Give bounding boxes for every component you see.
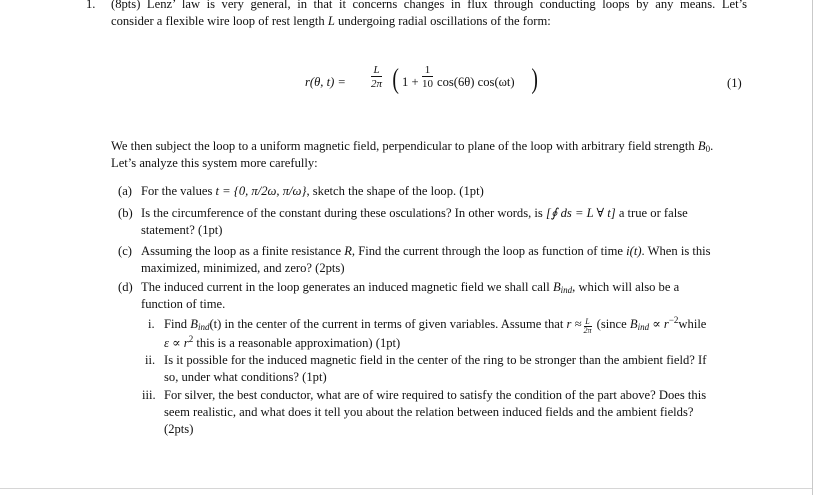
page-bottom-edge <box>0 488 812 489</box>
intro-line-1: We then subject the loop to a uniform magnetic field, perpendicular to plane of the loop with arbitrary field strength $B_0$. <box>111 139 714 154</box>
part-d-ii-text: Is it possible for the induced magnetic field in the center of the ring to be stronger than the ambient field? If so, under what conditions? (1pt) <box>164 353 707 384</box>
intro-line-2: Let’s analyze this system more carefully: <box>111 156 318 170</box>
part-c-text: Assuming the loop as a finite resistance R, Find the current through the loop as function of time i(t). When is this maximized, minimized, and zero? (2pts) <box>141 244 711 275</box>
part-d-iii-label: iii. <box>142 388 156 402</box>
equation-number: (1) <box>727 76 742 90</box>
part-a-math: t = {0, π/2ω, π/ω} <box>215 184 307 198</box>
part-d-label: (d) <box>118 280 133 294</box>
equation-1 <box>305 62 545 102</box>
right-paren: ) <box>531 64 538 95</box>
part-d-ii-label: ii. <box>145 353 156 367</box>
problem-number: 1. <box>86 0 96 11</box>
part-d-text: The induced current in the loop generates an induced magnetic field we shall call $B_{ind}$, which will also be a function of time. <box>141 280 680 311</box>
equation-cosines: cos(6θ) cos(ωt) <box>437 75 515 89</box>
part-b-math: [∮ ds = L ∀ t] <box>545 206 616 220</box>
intro-paragraph <box>111 138 744 172</box>
part-b-label: (b) <box>118 206 133 220</box>
problem-line-1: (8pts) Lenz’ law is very general, in that it concerns changes in flux through conducting loops by any means. Let’s <box>111 0 747 11</box>
left-paren: ( <box>392 64 399 95</box>
part-a-text: For the values t = {0, π/2ω, π/ω}, sketch the shape of the loop. (1pt) <box>141 184 484 198</box>
equation-lhs: r(θ, t) = <box>305 75 346 89</box>
part-b-text: Is the circumference of the constant during these osculations? In other words, is [∮ ds = L ∀ t] a true or false statement? (1pt) <box>141 206 688 237</box>
equation-fraction-l-2pi: $\frac{L}{2\pi}$ <box>371 64 383 90</box>
part-d-i-text: Find $B_{ind}(t)$ in the center of the current in terms of given variables. Assume that r ≈ $\frac{L}{2\pi}$ (since $B_{ind}$ ∝ $r^{-2}while$ $\varepsilon \propto r^2$ this is a reasonable approximation) (1pt) <box>164 315 707 350</box>
equation-fraction-1-10: $\frac{1}{10}$ <box>422 64 433 90</box>
page-right-edge <box>812 0 813 495</box>
problem-line-2: consider a flexible wire loop of rest length L undergoing radial oscillations of the form: <box>111 14 551 28</box>
problem-statement <box>111 0 747 30</box>
part-c-label: (c) <box>118 244 132 258</box>
part-d-i-label: i. <box>148 317 155 331</box>
part-d-iii-text: For silver, the best conductor, what are of wire required to satisfy the condition of the part above? Does this seem realistic, and what does it tell you about the relation between induced fields and the ambient fields? (2pts) <box>164 388 707 436</box>
part-a-label: (a) <box>118 184 132 198</box>
inline-fraction-l-2pi: $\frac{L}{2\pi}$ <box>583 317 592 335</box>
equation-one-plus: 1 + <box>402 75 419 89</box>
